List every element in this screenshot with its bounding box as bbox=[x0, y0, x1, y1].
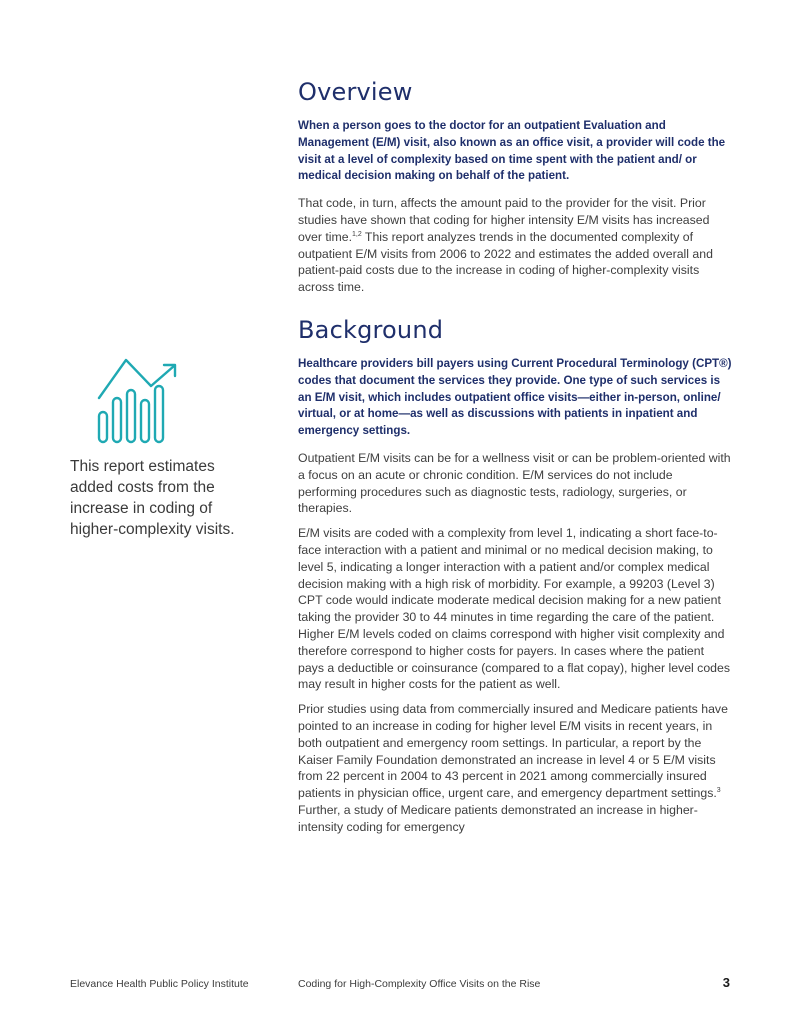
background-paragraph-3-text-b: Further, a study of Medicare patients demonstrated an increase in higher-intensity coding for emergency bbox=[298, 802, 698, 834]
background-lead: Healthcare providers bill payers using Current Procedural Terminology (CPT®) codes that document the services they provide. One type of such services is an E/M visit, which includes outpatient office visits—either in-person, online/ virtual, or at home—as well as discussions with patients in inpatient and emergency settings. bbox=[298, 356, 732, 438]
icon-bar-2 bbox=[113, 398, 121, 442]
overview-paragraph-text-a: That code, in turn, affects the amount paid to the provider for the visit. Prior studies have shown that coding for higher intensity E/M visits has increased over time. bbox=[298, 196, 710, 244]
rising-bar-chart-icon bbox=[96, 356, 180, 446]
page-number: 3 bbox=[722, 975, 730, 990]
main-column bbox=[298, 76, 732, 843]
background-paragraph-3-text-a: Prior studies using data from commercially insured and Medicare patients have pointed to an increase in coding for higher level E/M visits in recent years, in both outpatient and emergency room settings. In particular, a report by the Kaiser Family Foundation demonstrated an increase in level 4 or 5 E/M visits from 22 percent in 2004 to 43 percent in 2021 among commercially insured patients in physician office, urgent care, and emergency department settings. bbox=[298, 702, 728, 801]
citation-superscript: 3 bbox=[716, 787, 721, 794]
citation-superscript: 1,2 bbox=[352, 230, 362, 238]
sidebar-callout bbox=[70, 356, 260, 540]
background-paragraph-2: E/M visits are coded with a complexity from level 1, indicating a short face-to-face interaction with a patient and minimal or no medical decision making, to level 5, indicating a longer interaction with a patient and/or complex medical decision making with a high risk of morbidity. For example, a 99203 (Level 3) CPT code would indicate moderate medical decision making for a new patient taking the provider 30 to 44 minutes in time regarding the care of the patient. Higher E/M levels coded on claims correspond with higher visit complexity and therefore correspond to higher costs for payers. In cases where the patient pays a deductible or coinsurance (compared to a flat copay), higher level codes may result in higher costs for the patient as well. bbox=[298, 526, 731, 692]
background-heading: Background bbox=[298, 315, 444, 344]
overview-lead: When a person goes to the doctor for an outpatient Evaluation and Management (E/M) visit, also known as an office visit, a provider will code the visit at a level of complexity based on time spent with the patient and/ or medical decision making on behalf of the patient. bbox=[298, 119, 726, 183]
icon-bar-4 bbox=[141, 400, 149, 442]
icon-bar-1 bbox=[99, 412, 107, 442]
sidebar-caption: This report estimates added costs from the increase in coding of higher-complexity visits. bbox=[70, 458, 235, 538]
background-paragraph-1: Outpatient E/M visits can be for a wellness visit or can be problem-oriented with a focus on an acute or chronic condition. E/M services do not include performing procedures such as diagnostic tests, radiology, surgeries, or therapies. bbox=[298, 450, 731, 516]
page-footer bbox=[70, 975, 730, 993]
overview-paragraph bbox=[298, 195, 732, 296]
footer-document-title: Coding for High-Complexity Office Visits on the Rise bbox=[298, 978, 541, 990]
icon-bar-5 bbox=[155, 386, 163, 442]
footer-organization: Elevance Health Public Policy Institute bbox=[70, 978, 249, 990]
overview-paragraph-text-b: This report analyzes trends in the documented complexity of outpatient E/M visits from 2006 to 2022 and estimates the added overall and patient-paid costs due to the increase in coding of higher-complexity visits across time. bbox=[298, 229, 713, 295]
background-paragraph-3 bbox=[298, 701, 732, 835]
icon-bar-3 bbox=[127, 390, 135, 442]
overview-heading: Overview bbox=[298, 78, 413, 106]
